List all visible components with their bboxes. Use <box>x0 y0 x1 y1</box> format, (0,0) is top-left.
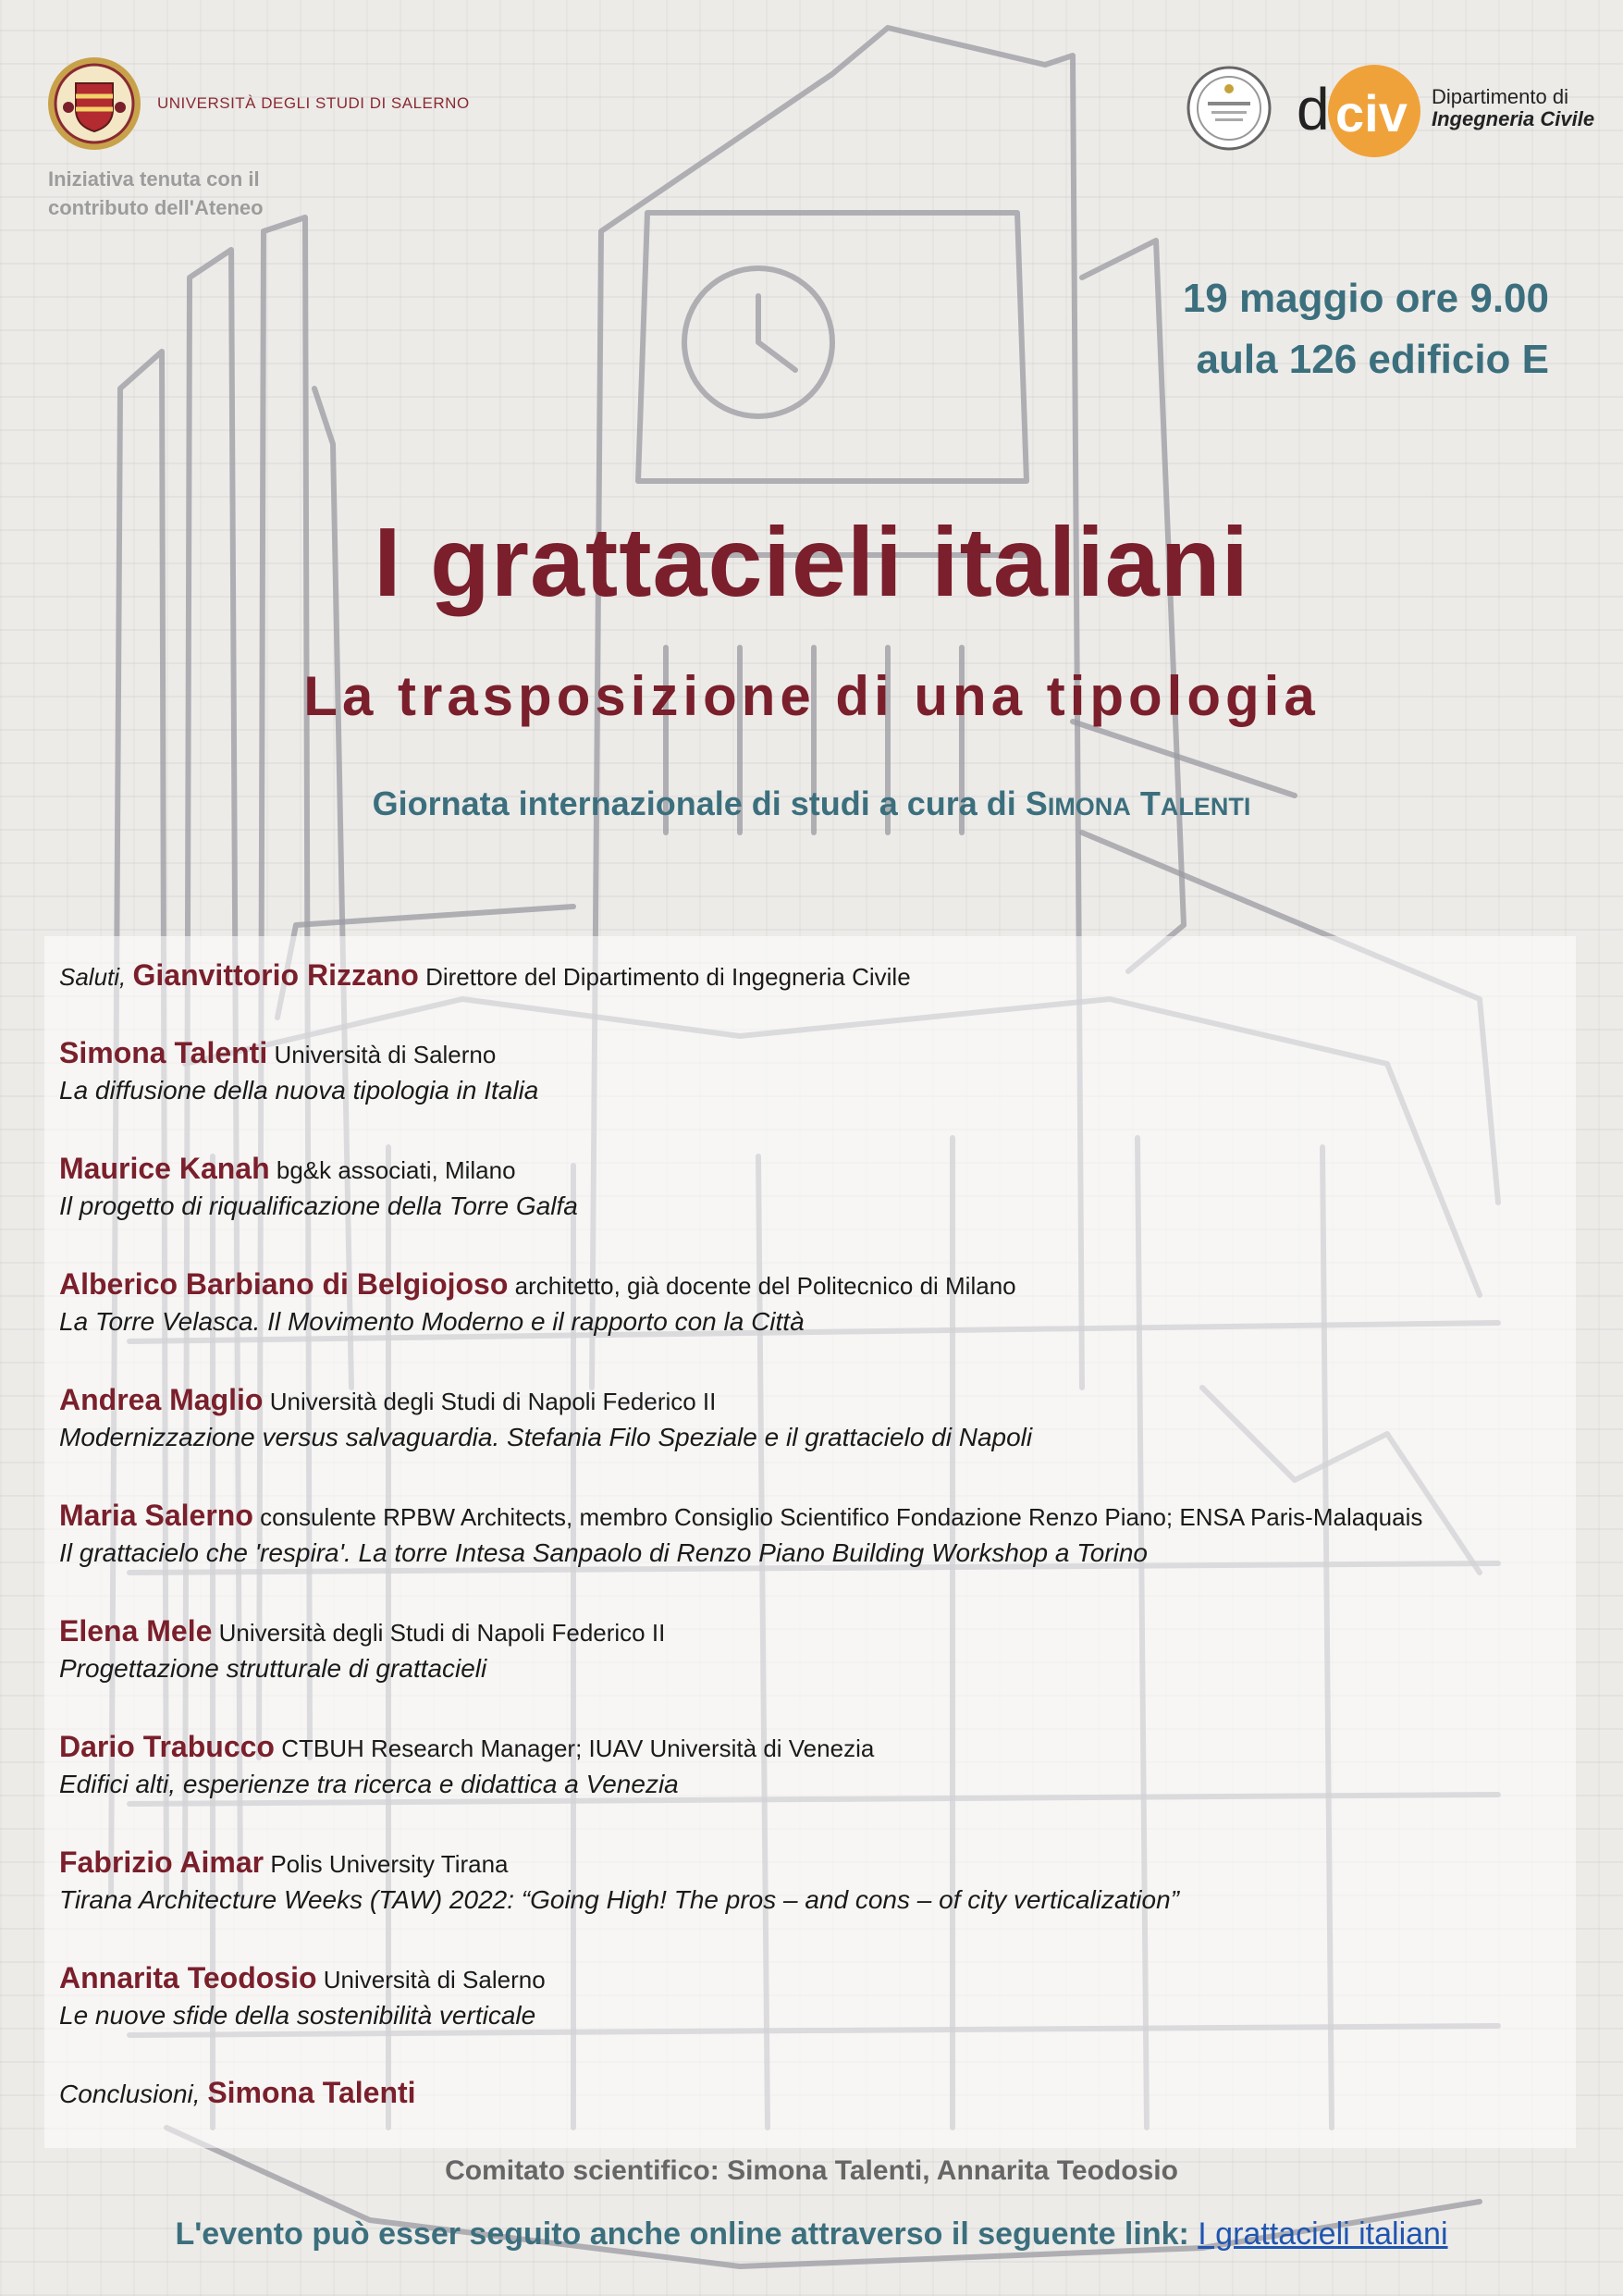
university-seal-icon <box>46 56 142 152</box>
speaker-name: Andrea Maglio <box>59 1383 264 1416</box>
talk-title: Modernizzazione versus salvaguardia. Stefania Filo Speziale e il grattacielo di Napoli <box>59 1423 1033 1451</box>
department-name <box>1432 86 1594 130</box>
excellence-badge-icon <box>1186 65 1273 152</box>
department-logo-block <box>1186 57 1594 159</box>
curator-last-initial: T <box>1139 784 1161 822</box>
online-text: L'evento può esser seguito anche online attraverso il seguente link: <box>175 2216 1199 2252</box>
speaker-name: Fabrizio Aimar <box>59 1845 264 1879</box>
curator-first-initial: S <box>1025 784 1048 822</box>
university-logo-block <box>46 56 470 152</box>
department-name-line2: Ingegneria Civile <box>1432 107 1595 130</box>
speaker-name: Simona Talenti <box>59 1036 268 1069</box>
talk-title: La Torre Velasca. Il Movimento Moderno e il rapporto con la Città <box>59 1307 805 1336</box>
speaker-name: Dario Trabucco <box>59 1730 275 1763</box>
event-curator-line <box>0 784 1623 823</box>
entry-prefix: Conclusioni, <box>59 2080 208 2108</box>
program-entry <box>59 1614 665 1684</box>
speaker-affiliation: consulente RPBW Architects, membro Consiglio Scientifico Fondazione Renzo Piano; ENSA Paris-Malaquais <box>260 1503 1423 1531</box>
event-location: aula 126 edificio E <box>1196 337 1549 382</box>
speaker-name: Elena Mele <box>59 1614 213 1648</box>
event-subtitle: La trasposizione di una tipologia <box>303 665 1320 727</box>
online-info <box>0 2216 1623 2253</box>
speaker-affiliation: Polis University Tirana <box>270 1850 509 1878</box>
speaker-name: Alberico Barbiano di Belgiojoso <box>59 1267 509 1301</box>
speaker-name: Simona Talenti <box>207 2076 416 2109</box>
entry-prefix: Saluti, <box>59 963 133 991</box>
program-entry <box>59 1730 874 1799</box>
speaker-affiliation: CTBUH Research Manager; IUAV Università di Venezia <box>281 1734 875 1762</box>
program-entry <box>59 958 911 993</box>
talk-title: La diffusione della nuova tipologia in Italia <box>59 1076 539 1105</box>
speaker-name: Maria Salerno <box>59 1499 253 1532</box>
initiative-note: Iniziativa tenuta con il contributo dell'Ateneo <box>48 167 264 219</box>
speaker-name: Maurice Kanah <box>59 1152 270 1185</box>
talk-title: Le nuove sfide della sostenibilità verticale <box>59 2001 536 2030</box>
talk-title: Il progetto di riqualificazione della Torre Galfa <box>59 1191 578 1220</box>
program-entry <box>59 2076 416 2110</box>
curator-prefix: Giornata internazionale di studi a cura di <box>372 784 1026 822</box>
university-name: UNIVERSITÀ DEGLI STUDI DI SALERNO <box>157 94 470 112</box>
event-datetime-block <box>1183 268 1549 390</box>
program-entry <box>59 1499 1422 1568</box>
event-title: I grattacieli italiani <box>374 508 1249 617</box>
dciv-logo-icon <box>1289 57 1428 159</box>
speaker-affiliation: Università di Salerno <box>323 1966 546 1994</box>
scientific-committee: Comitato scientifico: Simona Talenti, Annarita Teodosio <box>445 2155 1178 2186</box>
talk-title: Tirana Architecture Weeks (TAW) 2022: “Going High! The pros – and cons – of city verticalization” <box>59 1885 1179 1914</box>
speaker-affiliation: Università di Salerno <box>274 1041 497 1068</box>
event-date-time: 19 maggio ore 9.00 <box>1182 276 1549 321</box>
speaker-affiliation: Università degli Studi di Napoli Federico II <box>218 1619 666 1647</box>
speaker-affiliation: architetto, già docente del Politecnico di Milano <box>514 1272 1016 1300</box>
talk-title: Edifici alti, esperienze tra ricerca e didattica a Venezia <box>59 1770 679 1798</box>
online-event-link[interactable]: I grattacieli italiani <box>1198 2216 1448 2252</box>
program-entry <box>59 1961 546 2031</box>
speaker-affiliation: Direttore del Dipartimento di Ingegneria Civile <box>425 963 911 991</box>
program-entry <box>59 1036 538 1105</box>
speaker-name: Annarita Teodosio <box>59 1961 317 1994</box>
dciv-logo-text: civ <box>1335 84 1408 142</box>
talk-title: Progettazione strutturale di grattacieli <box>59 1654 487 1683</box>
svg-text:d: d <box>1297 76 1330 142</box>
curator-first-rest: IMONA <box>1047 793 1131 821</box>
speaker-name: Gianvittorio Rizzano <box>132 958 419 992</box>
program-entry <box>59 1383 1032 1452</box>
curator-last-rest: ALENTI <box>1160 793 1251 821</box>
program-entry <box>59 1152 578 1221</box>
department-name-line1: Dipartimento di <box>1432 85 1568 108</box>
speaker-affiliation: Università degli Studi di Napoli Federico II <box>269 1388 717 1415</box>
speaker-affiliation: bg&k associati, Milano <box>276 1156 516 1184</box>
program-entry <box>59 1845 1179 1915</box>
program-entry <box>59 1267 1016 1337</box>
talk-title: Il grattacielo che 'respira'. La torre Intesa Sanpaolo di Renzo Piano Building Workshop a Torino <box>59 1538 1148 1567</box>
